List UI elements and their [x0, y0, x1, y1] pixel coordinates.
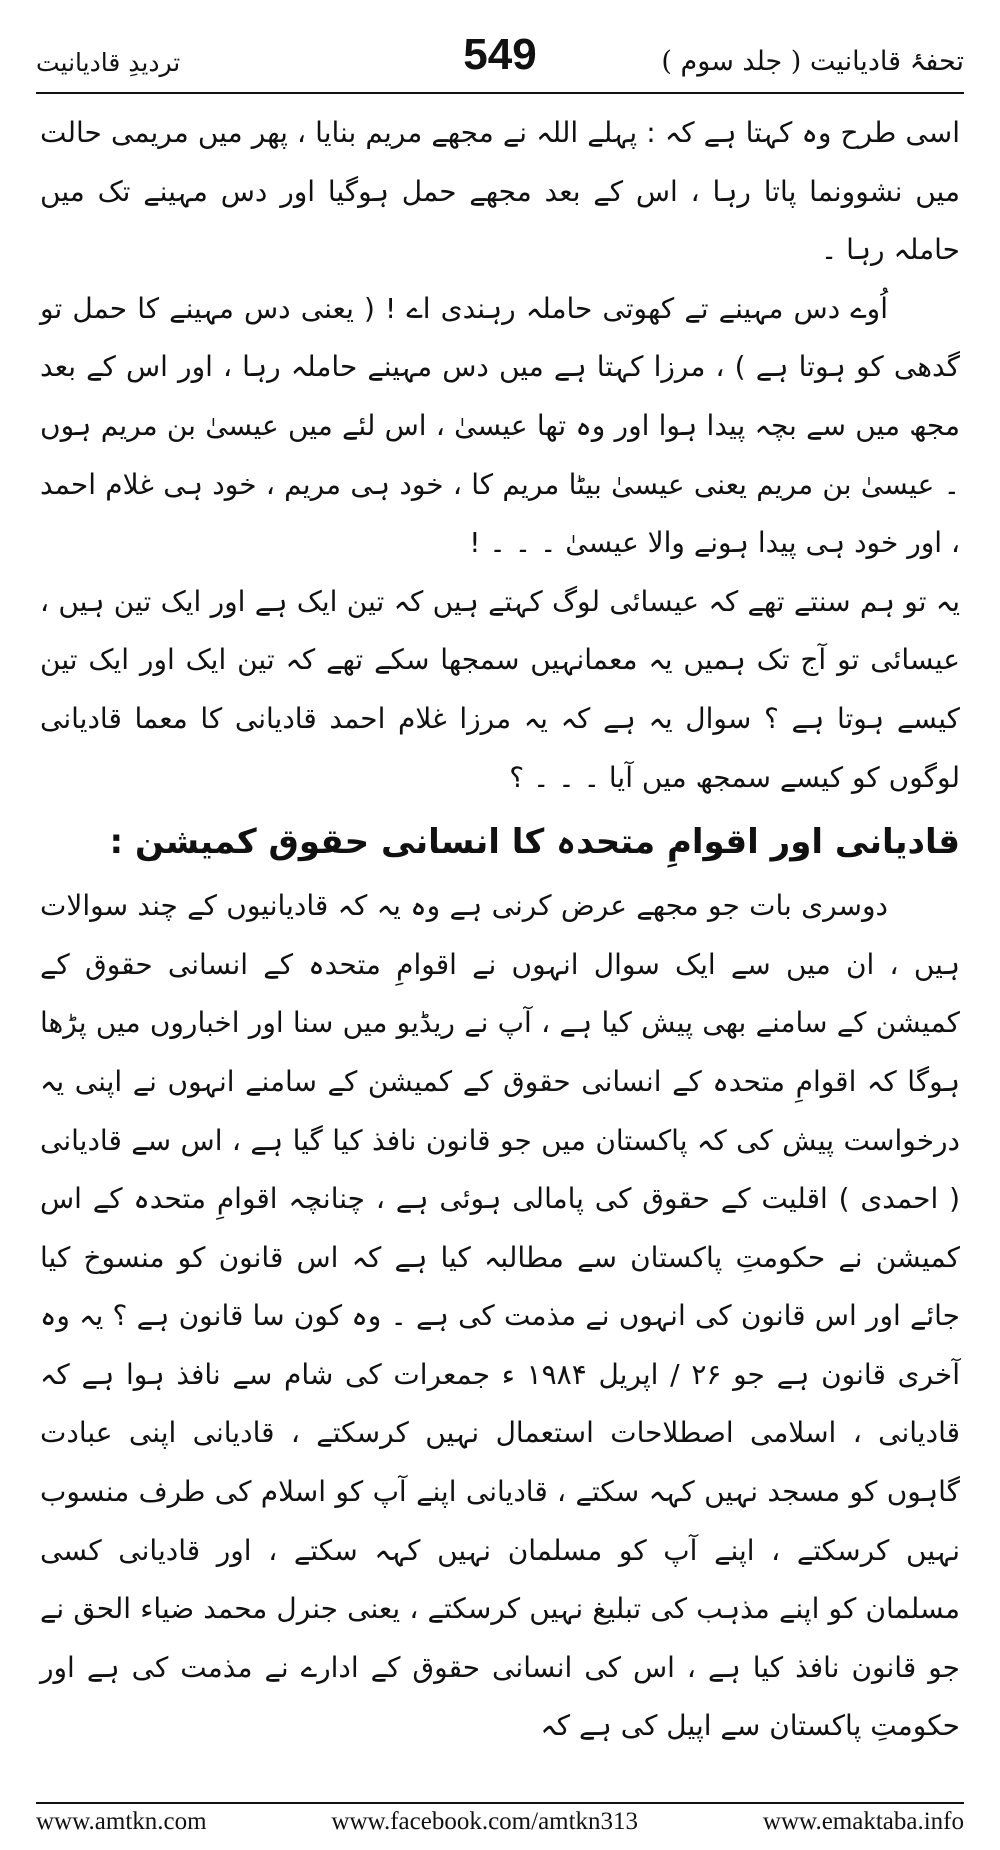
paragraph-1: اسی طرح وہ کہتا ہے کہ : پہلے اللہ نے مجھے مریم بنایا ، پھر میں مریمی حالت میں نشوونما پاتا رہا ، اس کے بعد مجھے حمل ہوگیا اور دس مہینے تک میں حاملہ رہا ۔ [40, 116, 960, 267]
page-body [40, 104, 960, 1756]
section-heading: قادیانی اور اقوامِ متحدہ کا انسانی حقوق کمیشن : [109, 822, 960, 863]
page-number: 549 [463, 30, 537, 79]
header-book-title: تحفۂ قادیانیت ( جلد سوم ) [661, 46, 964, 77]
page-footer [36, 1808, 964, 1838]
footer-link-amtkn[interactable]: www.amtkn.com [36, 1808, 207, 1835]
header-divider [36, 92, 964, 94]
footer-link-facebook[interactable]: www.facebook.com/amtkn313 [331, 1808, 639, 1835]
section-paragraph: دوسری بات جو مجھے عرض کرنی ہے وہ یہ کہ قادیانیوں کے چند سوالات ہیں ، ان میں سے ایک سوال انہوں نے اقوامِ متحدہ کے انسانی حقوق کے کمیشن کے سامنے بھی پیش کیا ہے ، آپ نے ریڈیو میں سنا اور اخباروں میں پڑھا ہوگا کہ اقوامِ متحدہ کے انسانی حقوق کے کمیشن کے سامنے انہوں نے اپنی یہ درخواست پیش کی کہ پاکستان میں جو قانون نافذ کیا گیا ہے ، اس سے قادیانی ( احمدی ) اقلیت کے حقوق کی پامالی ہوئی ہے ، چنانچہ اقوامِ متحدہ کے اس کمیشن نے حکومتِ پاکستان سے مطالبہ کیا ہے کہ اس قانون کو منسوخ کیا جائے اور اس قانون کی انہوں نے مذمت کی ہے ۔ وہ کون سا قانون ہے ؟ یہ وہ آخری قانون ہے جو ۲۶ / اپریل ۱۹۸۴ ء جمعرات کی شام سے نافذ ہوا ہے کہ قادیانی ، اسلامی اصطلاحات استعمال نہیں کرسکتے ، قادیانی اپنی عبادت گاہوں کو مسجد نہیں کہہ سکتے ، قادیانی اپنے آپ کو اسلام کی طرف منسوب نہیں کرسکتے ، اپنے آپ کو مسلمان نہیں کہہ سکتے ، اور قادیانی کسی مسلمان کو اپنے مذہب کی تبلیغ نہیں کرسکتے ، یعنی جنرل محمد ضیاء الحق نے جو قانون نافذ کیا ہے ، اس کی انسانی حقوق کے ادارے نے مذمت کی ہے اور حکومتِ پاکستان سے اپیل کی ہے کہ [40, 889, 960, 1743]
paragraph-3: یہ تو ہم سنتے تھے کہ عیسائی لوگ کہتے ہیں کہ تین ایک ہے اور ایک تین ہیں ، عیسائی تو آج تک ہمیں یہ معمانہیں سمجھا سکے تھے کہ تین ایک اور ایک تین کیسے ہوتا ہے ؟ سوال یہ ہے کہ یہ مرزا غلام احمد قادیانی کا معما قادیانی لوگوں کو کیسے سمجھ میں آیا ۔ ۔ ۔ ؟ [40, 584, 960, 794]
header-chapter-title: تردیدِ قادیانیت [36, 48, 181, 77]
footer-link-emaktaba[interactable]: www.emaktaba.info [762, 1808, 964, 1835]
paragraph-2: اُوے دس مہینے تے کھوتی حاملہ رہندی اے ! ( یعنی دس مہینے کا حمل تو گدھی کو ہوتا ہے ) ، مرزا کہتا ہے میں دس مہینے حاملہ رہا ، اور اس کے بعد مجھ میں سے بچہ پیدا ہوا اور وہ تھا عیسیٰ ، اس لئے میں عیسیٰ بن مریم ہوں ۔ عیسیٰ بن مریم یعنی عیسیٰ بیٹا مریم کا ، خود ہی مریم ، خود ہی غلام احمد ، اور خود ہی پیدا ہونے والا عیسیٰ ۔ ۔ ۔ ! [40, 291, 960, 560]
page-header [36, 28, 964, 88]
footer-divider [36, 1802, 964, 1804]
